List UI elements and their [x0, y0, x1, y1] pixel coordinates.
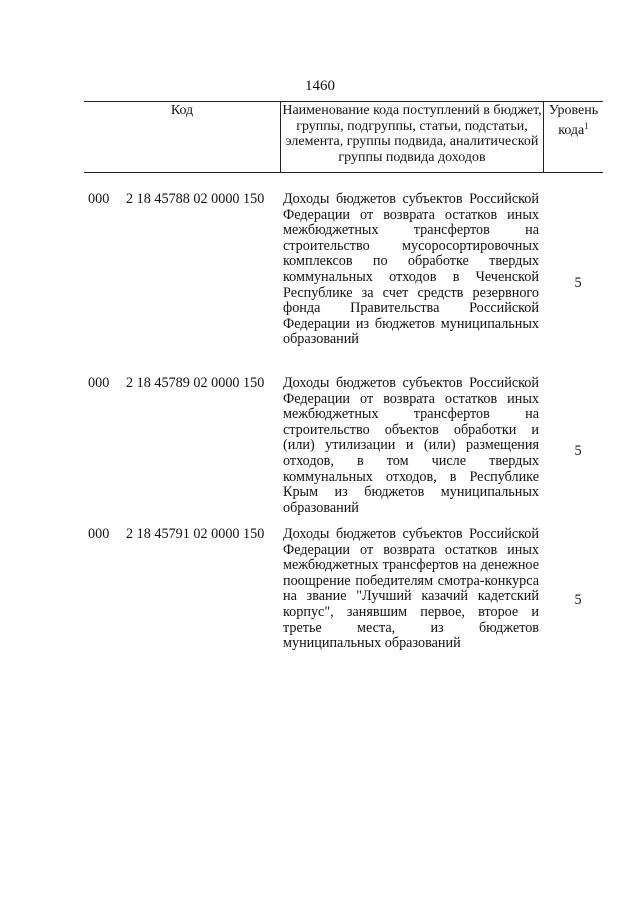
header-code: [84, 102, 280, 172]
header-name-label: Наименование кода поступлений в бюджет, группы, подгруппы, статьи, подстатьи, элемента, группы подвида, аналитической группы подвида доходов: [282, 103, 542, 165]
row-prefix: 000: [88, 375, 110, 391]
row-description: Доходы бюджетов субъектов Российской Федерации от возврата остатков иных межбюджетных трансфертов на строительство мусоросортировочных комплексов по обработке твердых коммунальных отходов в Чеченской Республике за счет средств резервного фонда Правительства Российской Федерации из бюджетов муниципальных образований: [283, 191, 539, 348]
header-name: [280, 102, 543, 172]
row-prefix: 000: [88, 191, 110, 207]
header-level-footnote: 1: [584, 120, 589, 131]
row-code: 2 18 45791 02 0000 150: [126, 526, 265, 542]
row-description: Доходы бюджетов субъектов Российской Федерации от возврата остатков иных межбюджетных трансфертов на строительство объектов обработки и (или) утилизации и (или) размещения отходов, в том числе твердых коммунальных отходов, в Республике Крым из бюджетов муниципальных образований: [283, 375, 539, 516]
header-level-label: Уровень кода: [548, 103, 599, 138]
row-description: Доходы бюджетов субъектов Российской Федерации от возврата остатков иных межбюджетных трансфертов на денежное поощрение победителям смотра-конкурса на звание "Лучший казачий кадетский корпус", занявшим первое, второе и третье места, из бюджетов муниципальных образований: [283, 526, 539, 652]
row-level: 5: [574, 275, 582, 291]
row-level: 5: [574, 592, 582, 608]
row-prefix: 000: [88, 526, 110, 542]
row-level: 5: [574, 443, 582, 459]
header-level: [543, 102, 603, 172]
row-code: 2 18 45789 02 0000 150: [126, 375, 265, 391]
header-code-label: Код: [170, 103, 194, 118]
row-code: 2 18 45788 02 0000 150: [126, 191, 265, 207]
table-header: [84, 101, 603, 173]
page-number: 1460: [305, 78, 335, 94]
